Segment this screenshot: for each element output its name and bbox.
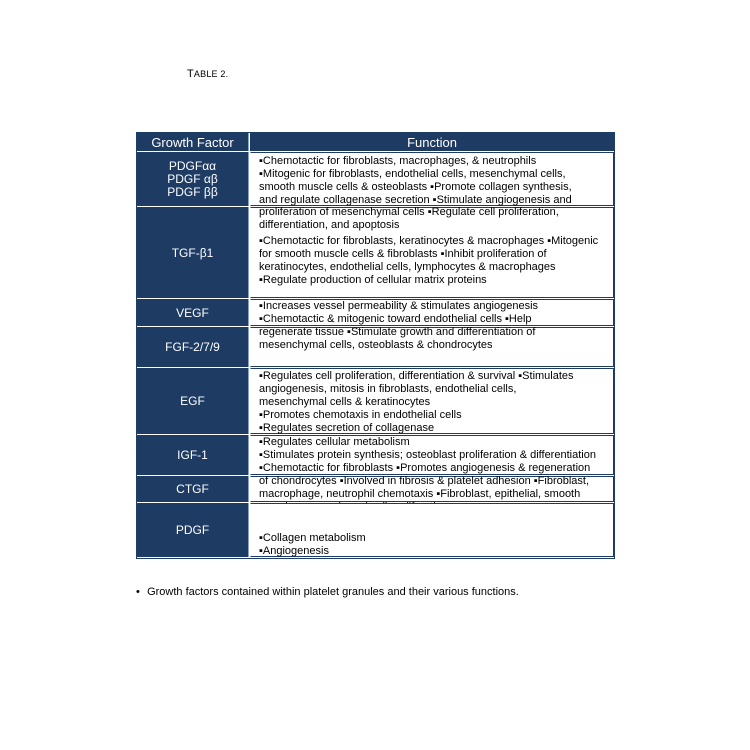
table-row: [137, 435, 614, 475]
header-growth-factor: Growth Factor: [137, 133, 249, 151]
table-footnote: [136, 586, 519, 598]
function-line: ▪Increases vessel permeability & stimulates angiogenesis: [259, 300, 539, 312]
function-line: ▪Regulate production of cellular matrix proteins: [259, 274, 487, 286]
function-line: ▪Stimulates protein synthesis; osteoblast proliferation & differentiation: [259, 449, 596, 461]
footnote-bullet: •: [136, 586, 140, 598]
function-line: differentiation, and apoptosis: [259, 219, 400, 231]
function-line: of chondrocytes ▪Involved in fibrosis & platelet adhesion ▪Fibroblast,: [259, 475, 590, 487]
table-row: [137, 503, 614, 557]
function-line: ▪Angiogenesis: [259, 545, 329, 557]
function-cell: [250, 368, 614, 434]
factor-cell: EGF: [137, 368, 249, 434]
factor-cell: IGF-1: [137, 435, 249, 475]
header-function: Function: [250, 133, 614, 151]
table-row: [137, 476, 614, 502]
function-line: for smooth muscle cells & fibroblasts ▪Inhibit proliferation of: [259, 248, 547, 260]
caption-rest: ABLE 2.: [193, 69, 229, 79]
function-line: regenerate tissue ▪Stimulate growth and differentiation of: [259, 326, 536, 338]
table-row: [137, 207, 614, 298]
function-line: ▪Regulates cell proliferation, differentiation & survival ▪Stimulates: [259, 370, 574, 382]
function-line: ▪Collagen metabolism: [259, 532, 366, 544]
function-line: mesenchymal cells, osteoblasts & chondrocytes: [259, 339, 493, 351]
factor-cell: TGF-β1: [137, 207, 249, 298]
function-line: ▪Regulates secretion of collagenase: [259, 422, 435, 434]
function-line: macrophage, neutrophil chemotaxis ▪Fibroblast, epithelial, smooth: [259, 488, 581, 500]
factor-cell: CTGF: [137, 476, 249, 502]
function-line: ▪Chemotactic for fibroblasts, keratinocytes & macrophages ▪Mitogenic: [259, 235, 599, 247]
table-row: [137, 152, 614, 206]
table-row: [137, 368, 614, 434]
table-caption: [187, 68, 228, 80]
function-line: ▪Chemotactic & mitogenic toward endothelial cells ▪Help: [259, 313, 532, 325]
function-line: ▪Chemotactic for fibroblasts ▪Promotes angiogenesis & regeneration: [259, 462, 591, 474]
factor-line: PDGFαα: [168, 158, 217, 173]
function-cell: [250, 207, 614, 298]
function-line: keratinocytes, endothelial cells, lymphocytes & macrophages: [259, 261, 556, 273]
function-cell: [250, 327, 614, 367]
function-cell: [250, 299, 614, 326]
table-header-row: [137, 133, 614, 151]
function-line: smooth muscle cells & osteoblasts ▪Promote collagen synthesis,: [259, 181, 572, 193]
factor-line: PDGF αβ: [167, 171, 218, 186]
function-line: ▪Promotes chemotaxis in endothelial cells: [259, 409, 462, 421]
function-cell: [250, 435, 614, 475]
factor-cell: [137, 152, 249, 206]
growth-factor-table: [136, 132, 615, 559]
factor-cell: FGF-2/7/9: [137, 327, 249, 367]
factor-line: PDGF ββ: [167, 184, 218, 199]
function-cell: [250, 503, 614, 557]
function-line: mesenchymal cells & keratinocytes: [259, 396, 431, 408]
factor-cell: PDGF: [137, 503, 249, 557]
function-line: ▪Regulates cellular metabolism: [259, 436, 410, 448]
factor-cell: VEGF: [137, 299, 249, 326]
function-line: angiogenesis, mitosis in fibroblasts, endothelial cells,: [259, 383, 517, 395]
function-cell: [250, 152, 614, 206]
footnote-text: Growth factors contained within platelet granules and their various functions.: [147, 586, 519, 598]
function-line: proliferation of mesenchymal cells ▪Regulate cell proliferation,: [259, 206, 559, 218]
function-line: and regulate collagenase secretion ▪Stimulate angiogenesis and: [259, 194, 572, 206]
function-line: ▪Mitogenic for fibroblasts, endothelial cells, mesenchymal cells,: [259, 168, 566, 180]
table-row: [137, 299, 614, 326]
table-row: [137, 327, 614, 367]
caption-first-letter: T: [187, 68, 194, 80]
function-line: ▪Chemotactic for fibroblasts, macrophages, & neutrophils: [259, 155, 537, 167]
function-cell: [250, 476, 614, 502]
